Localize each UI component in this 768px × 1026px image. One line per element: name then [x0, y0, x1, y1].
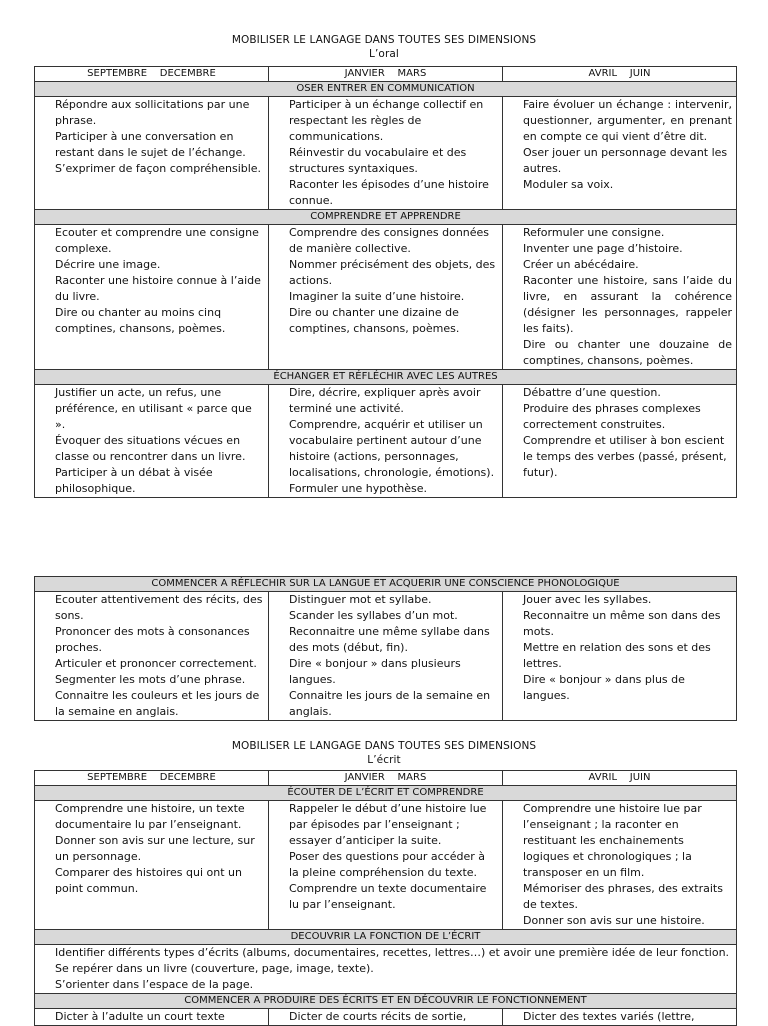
list-item: Mémoriser des phrases, des extraits de textes. — [523, 882, 723, 911]
table-row — [35, 801, 737, 930]
cell-avr-juin — [503, 385, 737, 498]
list-item: Reconnaitre une même syllabe dans des mots (début, fin). — [289, 625, 490, 654]
list-item: Reconnaitre un même son dans des mots. — [523, 609, 721, 638]
list-item: Faire évoluer un échange : intervenir, questionner, argumenter, en prenant en compte ce qui vient d’être dit. — [523, 98, 732, 143]
cell-jan-mar — [269, 97, 503, 210]
list-item: Jouer avec les syllabes. — [523, 593, 652, 606]
list-item: Dicter des textes variés (lettre, — [523, 1010, 695, 1023]
cell-jan-mar — [269, 225, 503, 370]
cell-sept-dec — [35, 592, 269, 721]
cell-avr-juin — [503, 801, 737, 930]
list-item: Dire ou chanter une dizaine de comptines, chansons, poèmes. — [289, 306, 460, 335]
cell-avr-juin — [503, 592, 737, 721]
list-item: Participer à une conversation en restant dans le sujet de l’échange. — [55, 130, 246, 159]
list-item: Rappeler le début d’une histoire lue par épisodes par l’enseignant ; essayer d’anticiper la suite. — [289, 802, 487, 847]
list-item: Articuler et prononcer correctement. — [55, 657, 257, 670]
list-item: Nommer précisément des objets, des actions. — [289, 258, 496, 287]
table-row — [35, 945, 737, 994]
section-heading: ÉCOUTER DE L’ÉCRIT ET COMPRENDRE — [35, 786, 737, 801]
period-avr-juin: AVRIL JUIN — [503, 771, 737, 786]
list-item: Raconter une histoire, sans l’aide du livre, en assurant la cohérence (désigner les personnages, rappeler les faits). — [523, 274, 732, 335]
list-item: Ecouter attentivement des récits, des sons. — [55, 593, 263, 622]
period-avr-juin: AVRIL JUIN — [503, 67, 737, 82]
list-item: Se repérer dans un livre (couverture, page, image, texte). — [55, 962, 374, 975]
list-item: Prononcer des mots à consonances proches. — [55, 625, 250, 654]
section-heading: COMMENCER A PRODUIRE DES ÉCRITS ET EN DÉCOUVRIR LE FONCTIONNEMENT — [35, 994, 737, 1009]
list-item: Donner son avis sur une histoire. — [523, 914, 705, 927]
period-sept-dec: SEPTEMBRE DECEMBRE — [35, 67, 269, 82]
list-item: Dire « bonjour » dans plus de langues. — [523, 673, 685, 702]
table-row — [35, 97, 737, 210]
list-item: Connaitre les jours de la semaine en anglais. — [289, 689, 491, 718]
list-item: Distinguer mot et syllabe. — [289, 593, 432, 606]
list-item: Poser des questions pour accéder à la pleine compréhension du texte. — [289, 850, 486, 879]
list-item: Raconter les épisodes d’une histoire connue. — [289, 178, 489, 207]
list-item: Participer à un débat à visée philosophique. — [55, 466, 213, 495]
list-item: Ecouter et comprendre une consigne complexe. — [55, 226, 259, 255]
list-item: Dire « bonjour » dans plusieurs langues. — [289, 657, 461, 686]
table-row — [35, 385, 737, 498]
list-item: Comparer des histoires qui ont un point commun. — [55, 866, 242, 895]
cell-full-width — [35, 945, 737, 994]
list-item: Comprendre un texte documentaire lu par l’enseignant. — [289, 882, 487, 911]
table-row — [35, 592, 737, 721]
list-item: Connaitre les couleurs et les jours de la semaine en anglais. — [55, 689, 260, 718]
list-item: S’exprimer de façon compréhensible. — [55, 162, 262, 175]
oral-subtitle: L’oral — [369, 48, 399, 60]
list-item: Comprendre une histoire lue par l’enseignant ; la raconter en restituant les enchainements logiques et chronologiques ; la transposer en un film. — [523, 802, 702, 879]
list-item: Mettre en relation des sons et des lettres. — [523, 641, 711, 670]
cell-jan-mar — [269, 385, 503, 498]
list-item: Produire des phrases complexes correctement construites. — [523, 402, 701, 431]
list-item: Réinvestir du vocabulaire et des structures syntaxiques. — [289, 146, 467, 175]
cell-sept-dec — [35, 801, 269, 930]
ecrit-header-row — [35, 771, 737, 786]
ecrit-title: MOBILISER LE LANGAGE DANS TOUTES SES DIMENSIONS — [231, 740, 537, 752]
list-item: Oser jouer un personnage devant les autres. — [523, 146, 728, 175]
oral-header-row — [35, 67, 737, 82]
period-jan-mar: JANVIER MARS — [269, 771, 503, 786]
table-row — [35, 225, 737, 370]
cell-sept-dec — [35, 225, 269, 370]
list-item: Moduler sa voix. — [523, 178, 614, 191]
cell-avr-juin — [503, 1009, 737, 1026]
list-item: Comprendre des consignes données de manière collective. — [289, 226, 490, 255]
list-item: Dicter à l’adulte un court texte — [55, 1010, 225, 1023]
list-item: Répondre aux sollicitations par une phrase. — [55, 98, 250, 127]
list-item: Débattre d’une question. — [523, 386, 661, 399]
list-item: Identifier différents types d’écrits (albums, documentaires, recettes, lettres…) et avoir une première idée de leur fonction. — [55, 946, 730, 959]
list-item: Participer à un échange collectif en respectant les règles de communications. — [289, 98, 484, 143]
list-item: Donner son avis sur une lecture, sur un personnage. — [55, 834, 255, 863]
cell-jan-mar — [269, 592, 503, 721]
list-item: Imaginer la suite d’une histoire. — [289, 290, 465, 303]
list-item: Formuler une hypothèse. — [289, 482, 427, 495]
table-row — [35, 1009, 737, 1026]
list-item: Dire ou chanter une douzaine de comptines, chansons, poèmes. — [523, 338, 732, 367]
list-item: Reformuler une consigne. — [523, 226, 665, 239]
ecrit-table — [34, 770, 737, 1026]
oral-table — [34, 66, 737, 498]
list-item: Comprendre une histoire, un texte documentaire lu par l’enseignant. — [55, 802, 245, 831]
list-item: Évoquer des situations vécues en classe ou rencontrer dans un livre. — [55, 434, 246, 463]
cell-sept-dec — [35, 1009, 269, 1026]
list-item: Décrire une image. — [55, 258, 161, 271]
list-item: Segmenter les mots d’une phrase. — [55, 673, 246, 686]
oral-title: MOBILISER LE LANGAGE DANS TOUTES SES DIMENSIONS — [231, 34, 537, 46]
cell-jan-mar — [269, 1009, 503, 1026]
period-jan-mar: JANVIER MARS — [269, 67, 503, 82]
section-heading: DECOUVRIR LA FONCTION DE L’ÉCRIT — [35, 930, 737, 945]
list-item: Raconter une histoire connue à l’aide du livre. — [55, 274, 261, 303]
cell-avr-juin — [503, 97, 737, 210]
list-item: Inventer une page d’histoire. — [523, 242, 683, 255]
period-sept-dec: SEPTEMBRE DECEMBRE — [35, 771, 269, 786]
list-item: Créer un abécédaire. — [523, 258, 639, 271]
section-heading: COMMENCER A RÉFLECHIR SUR LA LANGUE ET ACQUERIR UNE CONSCIENCE PHONOLOGIQUE — [35, 577, 737, 592]
phonology-table — [34, 576, 737, 721]
cell-jan-mar — [269, 801, 503, 930]
ecrit-subtitle: L’écrit — [367, 754, 401, 766]
section-heading: ÉCHANGER ET RÉFLÉCHIR AVEC LES AUTRES — [35, 370, 737, 385]
cell-avr-juin — [503, 225, 737, 370]
list-item: Scander les syllabes d’un mot. — [289, 609, 458, 622]
list-item: Dicter de courts récits de sortie, — [289, 1010, 467, 1023]
list-item: Comprendre et utiliser à bon escient le temps des verbes (passé, présent, futur). — [523, 434, 727, 479]
section-heading: COMPRENDRE ET APPRENDRE — [35, 210, 737, 225]
list-item: S’orienter dans l’espace de la page. — [55, 978, 254, 991]
cell-sept-dec — [35, 97, 269, 210]
list-item: Comprendre, acquérir et utiliser un vocabulaire pertinent autour d’une histoire (actions, personnages, localisations, chronologie, émotions). — [289, 418, 495, 479]
list-item: Dire, décrire, expliquer après avoir terminé une activité. — [289, 386, 481, 415]
list-item: Dire ou chanter au moins cinq comptines, chansons, poèmes. — [55, 306, 226, 335]
list-item: Justifier un acte, un refus, une préférence, en utilisant « parce que ». — [55, 386, 252, 431]
cell-sept-dec — [35, 385, 269, 498]
section-heading: OSER ENTRER EN COMMUNICATION — [35, 82, 737, 97]
